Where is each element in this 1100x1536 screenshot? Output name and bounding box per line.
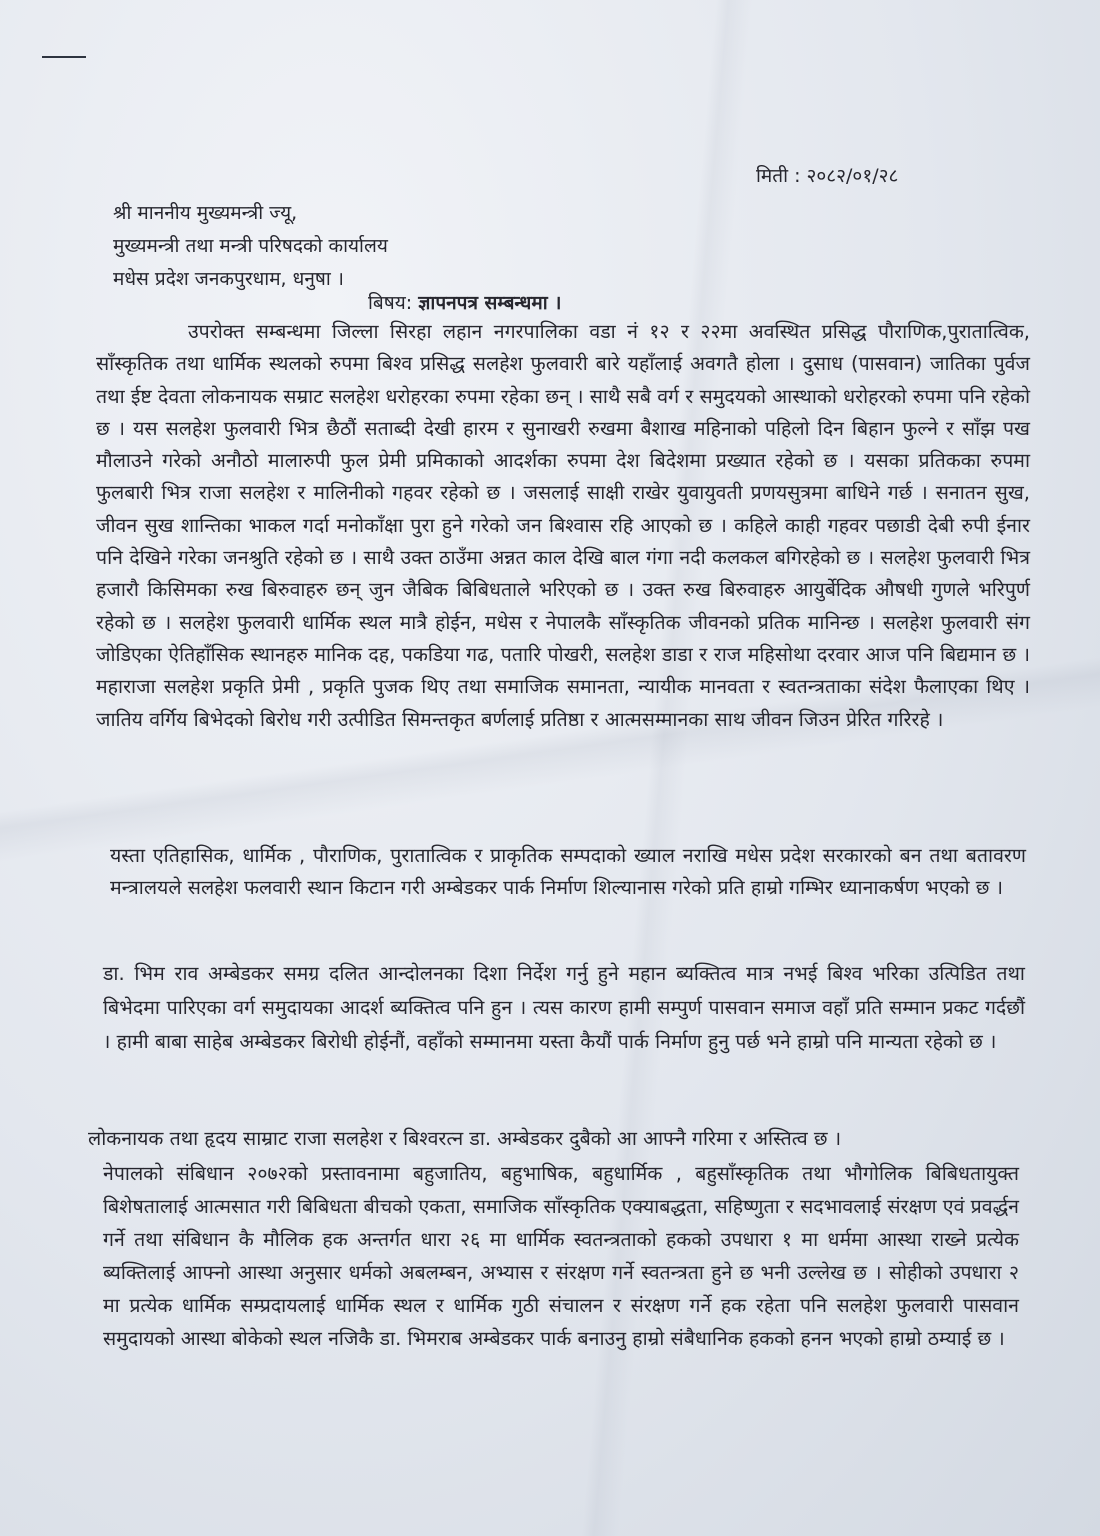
paragraph-1: उपरोक्त सम्बन्धमा जिल्ला सिरहा लहान नगरपालिका वडा नं १२ र २२मा अवस्थित प्रसिद्ध पौराणिक,पुरातात्विक, साँस्कृतिक तथा धार्मिक स्थलको रुपमा बिश्व प्रसिद्ध सलहेश फुलवारी बारे यहाँलाई अवगतै होला । दुसाध (पासवान) जातिका पुर्वज तथा ईष्ट देवता लोकनायक सम्राट सलहेश धरोहरका रुपमा रहेका छन् । साथै सबै वर्ग र समुदयको आस्थाको धरोहरको रुपमा पनि रहेको छ । यस सलहेश फुलवारी भित्र छैठौं सताब्दी देखी हारम र सुनाखरी रुखमा बैशाख महिनाको पहिलो दिन बिहान फुल्ने र साँझ पख मौलाउने गरेको अनौठो मालारुपी फुल प्रेमी प्रमिकाको आदर्शका रुपमा देश बिदेशमा प्रख्यात रहेको छ । यसका प्रतिकका रुपमा फुलबारी भित्र राजा सलहेश र मालिनीको गहवर रहेको छ । जसलाई साक्षी राखेर युवायुवती प्रणयसुत्रमा बाधिने गर्छ । सनातन सुख, जीवन सुख शान्तिका भाकल गर्दा मनोकाँक्षा पुरा हुने गरेको जन बिश्वास रहि आएको छ । कहिले काही गहवर पछाडी देबी रुपी ईनार पनि देखिने गरेका जनश्रुति रहेको छ । साथै उक्त ठाउँमा अन्नत काल देखि बाल गंगा नदी कलकल बगिरहेको छ । सलहेश फुलवारी भित्र हजारौ किसिमका रुख बिरुवाहरु छन् जुन जैबिक बिबिधताले भरिएको छ । उक्त रुख बिरुवाहरु आयुर्बेदिक औषधी गुणले भरिपुर्ण रहेको छ । सलहेश फुलवारी धार्मिक स्थल मात्रै होईन, मधेस र नेपालकै साँस्कृतिक जीवनको प्रतिक मानिन्छ । सलहेश फुलवारी संग जोडिएका ऐतिहाँसिक स्थानहरु मानिक दह, पकडिया गढ, पतारि पोखरी, सलहेश डाडा र राज महिसोथा दरवार आज पनि बिद्यमान छ । महाराजा सलहेश प्रकृति प्रेमी , प्रकृति पुजक थिए तथा समाजिक समानता, न्यायीक मानवता र स्वतन्त्रताका संदेश फैलाएका थिए । जातिय वर्गिय बिभेदको बिरोध गरी उत्पीडित सिमन्तकृत बर्णलाई प्रतिष्ठा र आत्मसम्मानका साथ जीवन जिउन प्रेरित गरिरहे ।	[96, 320, 1030, 731]
pen-mark	[42, 56, 86, 58]
subject-prefix: बिषय:	[368, 292, 419, 314]
recipient-address	[113, 197, 388, 296]
paragraph-4: लोकनायक तथा हृदय साम्राट राजा सलहेश र बिश्वरत्न डा. अम्बेडकर दुबैको आ आफ्नै गरिमा र अस्तित्व छ ।	[88, 1127, 842, 1150]
recipient-line-1: श्री माननीय मुख्यमन्त्री ज्यू,	[113, 202, 298, 224]
recipient-line-3: मधेस प्रदेश जनकपुरधाम, धनुषा ।	[113, 268, 345, 290]
subject-line	[368, 289, 561, 315]
letter-date: मिती : २०८२/०१/२८	[756, 165, 899, 187]
paragraph-3: डा. भिम राव अम्बेडकर समग्र दलित आन्दोलनका दिशा निर्देश गर्नु हुने महान ब्यक्तित्व मात्र नभई बिश्व भरिका उत्पिडित तथा बिभेदमा पारिएका वर्ग समुदायका आदर्श ब्यक्तित्व पनि हुन । त्यस कारण हामी सम्पुर्ण पासवान समाज वहाँ प्रति सम्मान प्रकट गर्दछौं । हामी बाबा साहेब अम्बेडकर बिरोधी होईनौं, वहाँको सम्मानमा यस्ता कैयौं पार्क निर्माण हुनु पर्छ भने हाम्रो पनि मान्यता रहेको छ ।	[103, 962, 1025, 1053]
subject-text: ज्ञापनपत्र सम्बन्धमा ।	[418, 292, 562, 314]
paragraph-5: नेपालको संबिधान २०७२को प्रस्तावनामा बहुजातिय, बहुभाषिक, बहुधार्मिक , बहुसाँस्कृतिक तथा भौगोलिक बिबिधतायुक्त बिशेषतालाई आत्मसात गरी बिबिधता बीचको एकता, समाजिक साँस्कृतिक एक्याबद्धता, सहिष्णुता र सदभावलाई संरक्षण एवं प्रवर्द्धन गर्ने तथा संबिधान कै मौलिक हक अन्तर्गत धारा २६ मा धार्मिक स्वतन्त्रताको हकको उपधारा १ मा धर्ममा आस्था राख्ने प्रत्येक ब्यक्तिलाई आफ्नो आस्था अनुसार धर्मको अबलम्बन, अभ्यास र संरक्षण गर्ने स्वतन्त्रता हुने छ भनी उल्लेख छ । सोहीको उपधारा २ मा प्रत्येक धार्मिक सम्प्रदायलाई धार्मिक स्थल र धार्मिक गुठी संचालन र संरक्षण गर्ने हक रहेता पनि सलहेश फुलवारी पासवान समुदायको आस्था बोकेको स्थल नजिकै डा. भिमराब अम्बेडकर पार्क बनाउनु हाम्रो संबैधानिक हकको हनन भएको हाम्रो ठम्याई छ ।	[103, 1162, 1019, 1350]
recipient-line-2: मुख्यमन्त्री तथा मन्त्री परिषदको कार्यालय	[113, 235, 388, 257]
paragraph-2: यस्ता एतिहासिक, धार्मिक , पौराणिक, पुरातात्विक र प्राकृतिक सम्पदाको ख्याल नराखि मधेस प्रदेश सरकारको बन तथा बतावरण मन्त्रालयले सलहेश फलवारी स्थान किटान गरी अम्बेडकर पार्क निर्माण शिल्यानास गरेको प्रति हाम्रो गम्भिर ध्यानाकर्षण भएको छ ।	[110, 844, 1026, 899]
